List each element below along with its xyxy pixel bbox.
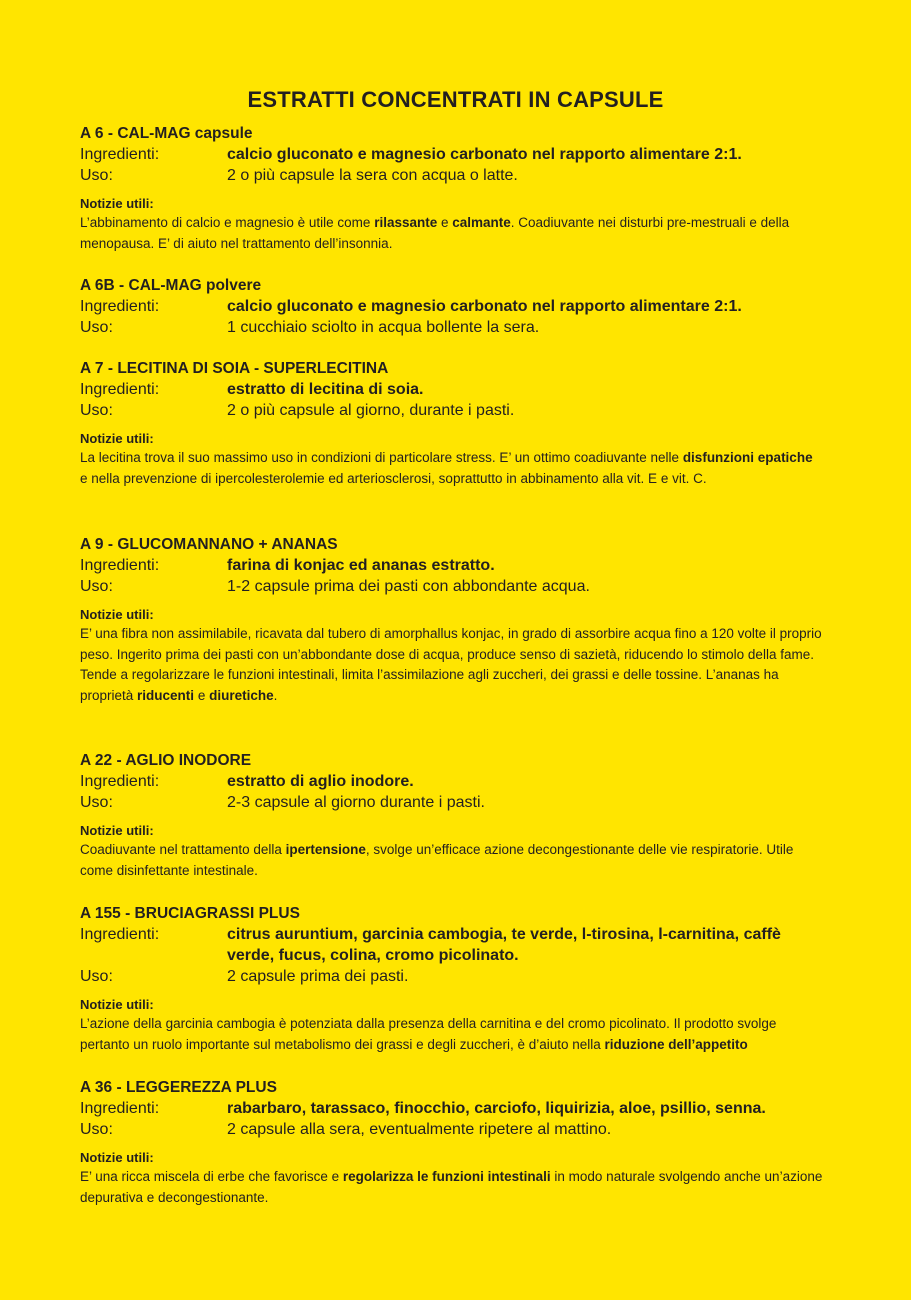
ingredients-row [80, 379, 823, 400]
notes-text [80, 448, 823, 489]
use-row [80, 792, 823, 813]
notes-heading: Notizie utili: [80, 997, 154, 1012]
notes-heading: Notizie utili: [80, 1150, 154, 1165]
use-value: 2 capsule prima dei pasti. [227, 968, 409, 985]
product-name: A 6B - CAL-MAG polvere [80, 277, 262, 294]
notes-segment: Coadiuvante nel trattamento della [80, 842, 286, 857]
ingredients-label: Ingredienti: [80, 1100, 160, 1117]
use-label: Uso: [80, 167, 113, 184]
notes-segment: . Coadiuvante nei disturbi pre-mestruali e della menopausa. E’ di aiuto nel trattamento dell’insonnia. [80, 215, 790, 251]
product-name: A 6 - CAL-MAG capsule [80, 125, 253, 142]
notes-emphasis: ipertensione [285, 842, 366, 857]
notes-text [80, 665, 823, 706]
use-value: 2 capsule alla sera, eventualmente ripetere al mattino. [227, 1121, 612, 1138]
notes-segment: e [437, 215, 453, 230]
use-row [80, 576, 823, 597]
use-label: Uso: [80, 968, 113, 985]
notes-emphasis: rilassante [374, 215, 438, 230]
use-label: Uso: [80, 1121, 113, 1138]
ingredients-value: rabarbaro, tarassaco, finocchio, carciofo, liquirizia, aloe, psillio, senna. [227, 1100, 766, 1117]
product-section [80, 751, 823, 881]
notes-segment: E’ una fibra non assimilabile, ricavata dal tubero di amorphallus konjac, in grado di assorbire acqua fino a 120 volte il proprio peso. Ingerito prima dei pasti con un’abbondante dose di acqua, produce senso di sazietà, riducendo lo stimolo della fame. [80, 626, 822, 662]
notes-segment: in modo naturale svolgendo anche un’azione depurativa e decongestionante. [80, 1169, 823, 1205]
notes-segment: Tende a regolarizzare le funzioni intestinali, limita l’assimilazione agli zuccheri, dei grassi e delle tossine. L’ananas ha proprietà [80, 667, 779, 703]
notes-heading: Notizie utili: [80, 607, 154, 622]
use-row [80, 317, 823, 338]
ingredients-value: farina di konjac ed ananas estratto. [227, 557, 495, 574]
product-section [80, 1078, 823, 1208]
use-value: 2 o più capsule la sera con acqua o latte. [227, 167, 518, 184]
notes-segment: L’azione della garcinia cambogia è potenziata dalla presenza della carnitina e del cromo picolinato. Il prodotto svolge pertanto un ruolo importante sul metabolismo dei grassi e degli zuccheri, è d’aiuto nella [80, 1016, 777, 1052]
product-name: A 36 - LEGGEREZZA PLUS [80, 1079, 277, 1096]
ingredients-label: Ingredienti: [80, 146, 160, 163]
use-label: Uso: [80, 319, 113, 336]
product-name: A 155 - BRUCIAGRASSI PLUS [80, 905, 300, 922]
product-section [80, 276, 823, 338]
notes-emphasis: diuretiche [209, 687, 274, 703]
notes-segment: e nella prevenzione di ipercolesterolemie ed arteriosclerosi, soprattutto in abbinamento alla vit. E e vit. C. [80, 470, 707, 486]
product-section [80, 359, 823, 489]
notes-text [80, 624, 823, 665]
ingredients-label: Ingredienti: [80, 298, 160, 315]
ingredients-value: estratto di aglio inodore. [227, 773, 414, 790]
product-name: A 9 - GLUCOMANNANO + ANANAS [80, 536, 338, 553]
notes-text [80, 1014, 823, 1055]
notes-heading: Notizie utili: [80, 823, 154, 838]
use-label: Uso: [80, 578, 113, 595]
ingredients-value: estratto di lecitina di soia. [227, 381, 424, 398]
ingredients-label: Ingredienti: [80, 773, 160, 790]
notes-text [80, 213, 823, 254]
notes-emphasis: regolarizza le funzioni intestinali [342, 1169, 551, 1184]
product-name: A 22 - AGLIO INODORE [80, 752, 252, 769]
ingredients-label: Ingredienti: [80, 926, 160, 943]
product-section [80, 124, 823, 254]
ingredients-row [80, 1098, 823, 1119]
use-value: 2-3 capsule al giorno durante i pasti. [227, 794, 485, 811]
notes-text [80, 1167, 823, 1208]
ingredients-value: calcio gluconato e magnesio carbonato nel rapporto alimentare 2:1. [227, 146, 742, 163]
ingredients-row [80, 924, 823, 966]
use-row [80, 400, 823, 421]
ingredients-row [80, 296, 823, 317]
ingredients-value: citrus auruntium, garcinia cambogia, te verde, l-tirosina, l-carnitina, caffè verde, fucus, colina, cromo picolinato. [227, 926, 781, 964]
notes-segment: e [194, 687, 210, 703]
notes-segment: E’ una ricca miscela di erbe che favorisce e [80, 1169, 343, 1184]
notes-text [80, 840, 823, 881]
use-label: Uso: [80, 402, 113, 419]
use-value: 1-2 capsule prima dei pasti con abbondante acqua. [227, 578, 590, 595]
notes-heading: Notizie utili: [80, 196, 154, 211]
notes-segment: , svolge un’efficace azione decongestionante delle vie respiratorie. Utile come disinfettante intestinale. [80, 842, 794, 878]
notes-emphasis: disfunzioni epatiche [682, 450, 813, 465]
use-value: 1 cucchiaio sciolto in acqua bollente la sera. [227, 319, 540, 336]
ingredients-label: Ingredienti: [80, 557, 160, 574]
notes-emphasis: riduzione dell’appetito [604, 1036, 748, 1052]
use-row [80, 966, 823, 987]
product-name: A 7 - LECITINA DI SOIA - SUPERLECITINA [80, 360, 389, 377]
ingredients-row [80, 555, 823, 576]
ingredients-label: Ingredienti: [80, 381, 160, 398]
notes-emphasis: riducenti [137, 687, 195, 703]
page-title: ESTRATTI CONCENTRATI IN CAPSULE [247, 87, 664, 112]
product-section [80, 904, 823, 1055]
notes-segment: La lecitina trova il suo massimo uso in condizioni di particolare stress. E’ un ottimo coadiuvante nelle [80, 450, 683, 465]
notes-segment: L’abbinamento di calcio e magnesio è utile come [80, 215, 375, 230]
notes-emphasis: calmante [452, 215, 511, 230]
product-section [80, 535, 823, 706]
notes-segment: . [273, 687, 278, 703]
ingredients-value: calcio gluconato e magnesio carbonato nel rapporto alimentare 2:1. [227, 298, 742, 315]
use-label: Uso: [80, 794, 113, 811]
use-value: 2 o più capsule al giorno, durante i pasti. [227, 402, 515, 419]
notes-heading: Notizie utili: [80, 431, 154, 446]
ingredients-row [80, 771, 823, 792]
use-row [80, 1119, 823, 1140]
use-row [80, 165, 823, 186]
ingredients-row [80, 144, 823, 165]
